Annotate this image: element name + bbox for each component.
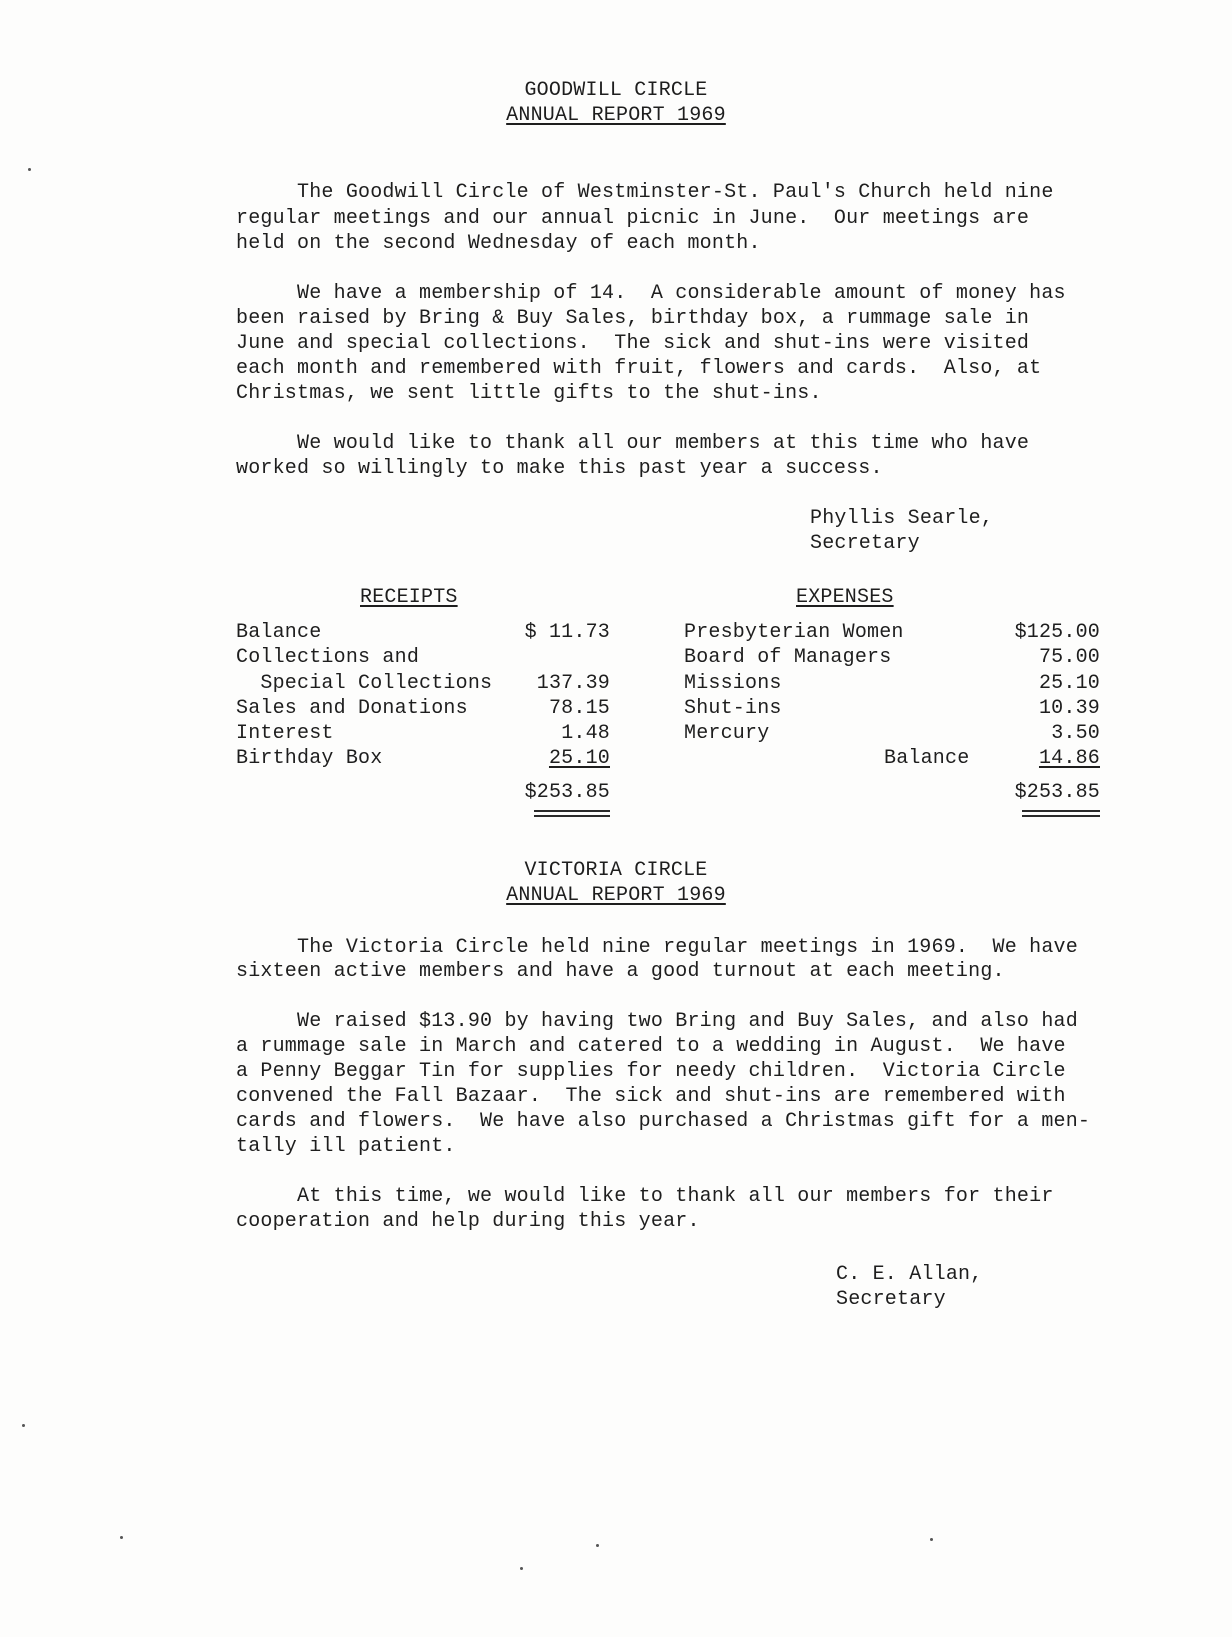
expenses-row-label: Shut-ins xyxy=(684,697,782,720)
goodwill-p2-line4: each month and remembered with fruit, flowers and cards. Also, at xyxy=(236,357,1042,380)
receipts-row-label: Sales and Donations xyxy=(236,697,468,720)
scan-speck xyxy=(22,1424,25,1427)
scan-speck xyxy=(930,1538,933,1541)
victoria-p2-line6: tally ill patient. xyxy=(236,1135,456,1158)
expenses-row-label: Board of Managers xyxy=(684,646,892,669)
expenses-row-label: Presbyterian Women xyxy=(684,621,904,644)
receipts-total: $253.85 xyxy=(524,781,610,804)
victoria-signature-name: C. E. Allan, xyxy=(836,1263,983,1286)
receipts-row-label: Special Collections xyxy=(236,672,493,695)
receipts-row-amount: $ 11.73 xyxy=(524,621,610,644)
receipts-row-amount: 25.10 xyxy=(548,747,610,770)
receipts-total-double-underline-top xyxy=(534,810,610,812)
expenses-row-label: Mercury xyxy=(684,722,770,745)
expenses-total: $253.85 xyxy=(1014,781,1100,804)
expenses-row-amount: 75.00 xyxy=(1038,646,1100,669)
goodwill-p1-line1: The Goodwill Circle of Westminster-St. Paul's Church held nine xyxy=(236,181,1054,204)
expenses-row-amount: 25.10 xyxy=(1038,672,1100,695)
expenses-total-double-underline-top xyxy=(1022,810,1100,812)
goodwill-signature-title: Secretary xyxy=(810,532,920,555)
victoria-subtitle: ANNUAL REPORT 1969 xyxy=(506,884,726,907)
victoria-p2-line3: a Penny Beggar Tin for supplies for needy children. Victoria Circle xyxy=(236,1060,1066,1083)
victoria-p3-line2: cooperation and help during this year. xyxy=(236,1210,700,1233)
victoria-p2-line5: cards and flowers. We have also purchased a Christmas gift for a men- xyxy=(236,1110,1091,1133)
victoria-p2-line4: convened the Fall Bazaar. The sick and shut-ins are remembered with xyxy=(236,1085,1066,1108)
expenses-row-label: Balance xyxy=(884,747,970,770)
receipts-row-label: Balance xyxy=(236,621,322,644)
scan-speck xyxy=(596,1544,599,1547)
expenses-row-amount: 14.86 xyxy=(1038,747,1100,770)
receipts-total-double-underline-bottom xyxy=(534,815,610,817)
receipts-row-amount: 1.48 xyxy=(561,722,610,745)
victoria-title: VICTORIA CIRCLE xyxy=(524,859,708,882)
goodwill-p3-line1: We would like to thank all our members at this time who have xyxy=(236,432,1030,455)
scan-speck xyxy=(28,168,31,171)
expenses-total-double-underline-bottom xyxy=(1022,815,1100,817)
victoria-p2-line2: a rummage sale in March and catered to a wedding in August. We have xyxy=(236,1035,1066,1058)
goodwill-subtitle: ANNUAL REPORT 1969 xyxy=(506,104,726,127)
goodwill-p2-line1: We have a membership of 14. A considerable amount of money has xyxy=(236,282,1066,305)
expenses-row-amount: $125.00 xyxy=(1014,621,1100,644)
victoria-p3-line1: At this time, we would like to thank all our members for their xyxy=(236,1185,1054,1208)
receipts-heading: RECEIPTS xyxy=(360,586,458,609)
expenses-row-label: Missions xyxy=(684,672,782,695)
victoria-p1-line2: sixteen active members and have a good turnout at each meeting. xyxy=(236,960,1005,983)
goodwill-p1-line2: regular meetings and our annual picnic in June. Our meetings are xyxy=(236,207,1030,230)
victoria-p1-line1: The Victoria Circle held nine regular meetings in 1969. We have xyxy=(236,936,1078,959)
receipts-row-label: Birthday Box xyxy=(236,747,383,770)
scan-speck xyxy=(520,1567,523,1570)
victoria-signature-title: Secretary xyxy=(836,1288,946,1311)
expenses-row-amount: 3.50 xyxy=(1051,722,1100,745)
goodwill-p1-line3: held on the second Wednesday of each month. xyxy=(236,232,761,255)
receipts-row-amount: 78.15 xyxy=(548,697,610,720)
goodwill-p3-line2: worked so willingly to make this past year a success. xyxy=(236,457,883,480)
goodwill-p2-line5: Christmas, we sent little gifts to the shut-ins. xyxy=(236,382,822,405)
scan-speck xyxy=(120,1536,123,1539)
goodwill-p2-line3: June and special collections. The sick and shut-ins were visited xyxy=(236,332,1030,355)
expenses-row-amount: 10.39 xyxy=(1038,697,1100,720)
goodwill-signature-name: Phyllis Searle, xyxy=(810,507,994,530)
victoria-p2-line1: We raised $13.90 by having two Bring and Buy Sales, and also had xyxy=(236,1010,1078,1033)
goodwill-title: GOODWILL CIRCLE xyxy=(524,79,708,102)
receipts-row-label: Collections and xyxy=(236,646,420,669)
expenses-heading: EXPENSES xyxy=(796,586,894,609)
goodwill-p2-line2: been raised by Bring & Buy Sales, birthday box, a rummage sale in xyxy=(236,307,1030,330)
receipts-row-label: Interest xyxy=(236,722,334,745)
receipts-row-amount: 137.39 xyxy=(536,672,610,695)
